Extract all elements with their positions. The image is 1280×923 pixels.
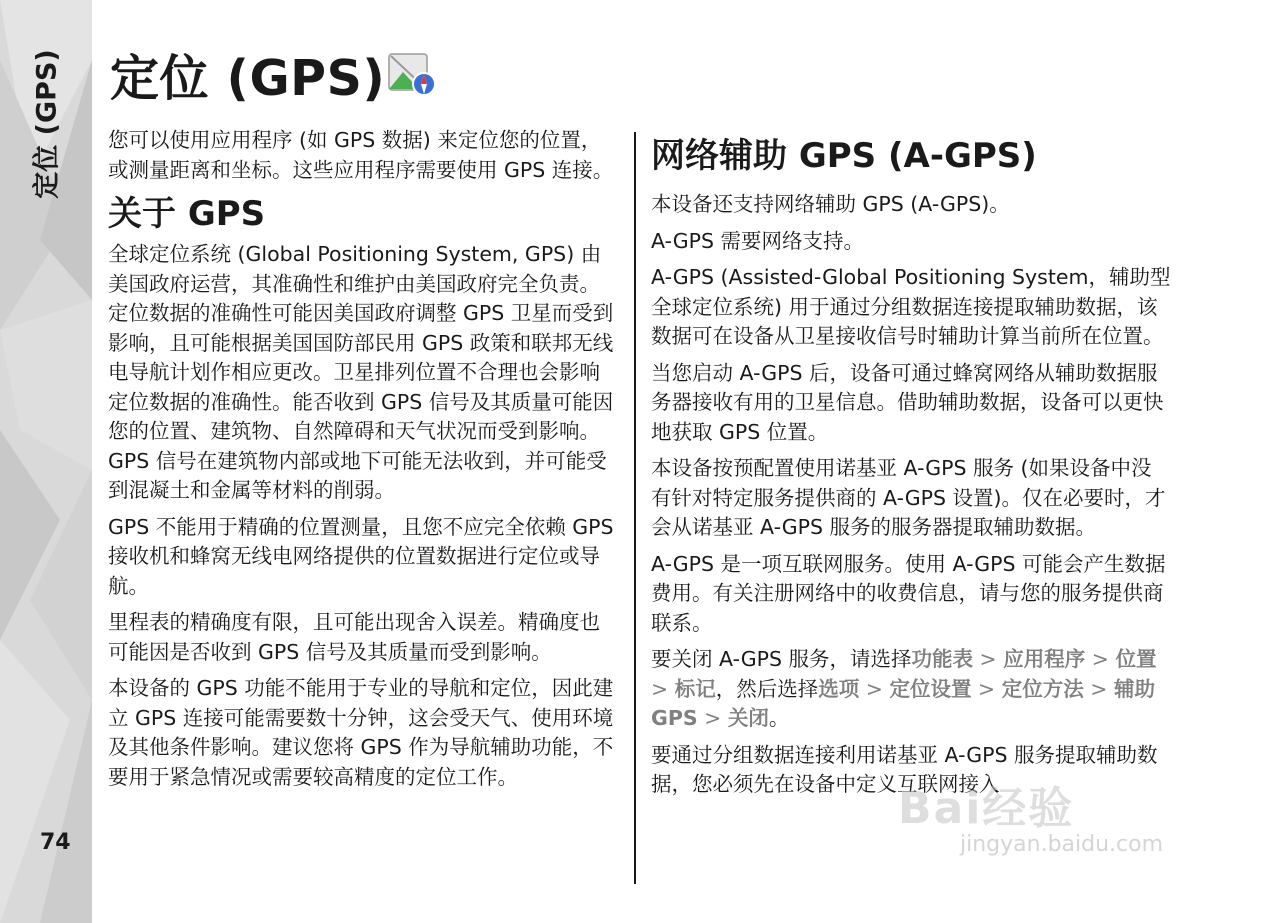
agps-start-paragraph: 当您启动 A-GPS 后，设备可通过蜂窝网络从辅助数据服务器接收有用的卫星信息。借助辅助数据，设备可以更快地获取 GPS 位置。 <box>651 360 1164 444</box>
gps-compass-icon <box>387 50 437 98</box>
menu-path-landmarks: 标记 <box>674 676 716 701</box>
menu-path-menu: 功能表 <box>911 647 974 671</box>
agps-preconfig-paragraph: 本设备按预配置使用诺基亚 A-GPS 服务 (如果设备中没有针对特定服务提供商的 A-GPS 设置)。仅在必要时，才会从诺基亚 A-GPS 服务的服务器提取辅助数据。 <box>651 456 1166 539</box>
menu-separator: > <box>651 676 669 701</box>
menu-path-disable: 关闭 <box>727 706 769 730</box>
menu-path-applications: 应用程序 <box>1003 647 1086 671</box>
intro-paragraph: 您可以使用应用程序 (如 GPS 数据) 来定位您的位置，或测量距离和坐标。这些应用程序需要使用 GPS 连接。 <box>108 128 614 182</box>
section-sidebar <box>0 0 92 923</box>
right-column <box>651 130 1171 807</box>
menu-path-positioning-methods: 定位方法 <box>1001 676 1084 701</box>
odometer-note: 里程表的精确度有限，且可能出现舍入误差。精确度也可能因是否收到 GPS 信号及其质量而受到影响。 <box>108 610 600 664</box>
agps-heading: 网络辅助 GPS (A-GPS) <box>651 136 1037 176</box>
menu-separator: > <box>978 676 996 701</box>
menu-separator: > <box>1090 676 1108 701</box>
agps-definition-paragraph: A-GPS (Assisted-Global Positioning System，辅助型全球定位系统) 用于通过分组数据连接提取辅助数据，该数据可在设备从卫星接收信号时辅助计算当前所在位置。 <box>651 265 1171 348</box>
instruction-text: ，然后选择 <box>715 676 819 701</box>
agps-cost-paragraph: A-GPS 是一项互联网服务。使用 A-GPS 可能会产生数据费用。有关注册网络中的收费信息，请与您的服务提供商联系。 <box>651 551 1166 635</box>
menu-path-positioning-settings: 定位设置 <box>889 676 972 701</box>
left-column <box>108 126 620 799</box>
agps-support-paragraph: 本设备还支持网络辅助 GPS (A-GPS)。 <box>651 192 1010 216</box>
menu-separator: > <box>704 706 722 730</box>
instruction-text: 要关闭 A-GPS 服务，请选择 <box>651 647 912 671</box>
agps-disable-instructions <box>651 645 1171 734</box>
menu-separator: > <box>979 647 997 671</box>
section-label: 定位 (GPS) <box>31 49 63 199</box>
about-gps-heading: 关于 GPS <box>108 194 266 234</box>
gps-accuracy-warning: GPS 不能用于精确的位置测量，且您不应完全依赖 GPS 接收机和蜂窝无线电网络提供的位置数据进行定位或导航。 <box>108 514 614 598</box>
menu-path-assisted-gps: 辅助 GPS <box>651 676 1155 730</box>
page-number: 74 <box>40 830 71 855</box>
watermark-url: jingyan.baidu.com <box>960 832 1164 857</box>
menu-separator: > <box>865 676 883 701</box>
gps-usage-note: 本设备的 GPS 功能不能用于专业的导航和定位，因此建立 GPS 连接可能需要数十分钟，这会受天气、使用环境及其他条件影响。建议您将 GPS 作为导航辅助功能，不要用于紧急情况或需要较高精度的定位工作。 <box>108 676 614 789</box>
agps-access-point-paragraph: 要通过分组数据连接利用诺基亚 A-GPS 服务提取辅助数据，您必须先在设备中定义互联网接入 <box>651 742 1158 796</box>
instruction-text: 。 <box>768 706 790 730</box>
baidu-jingyan-watermark: Bai经验 <box>898 783 1075 834</box>
menu-separator: > <box>1091 647 1109 671</box>
menu-path-location: 位置 <box>1115 647 1157 671</box>
agps-network-paragraph: A-GPS 需要网络支持。 <box>651 228 864 253</box>
gps-description-paragraph: 全球定位系统 (Global Positioning System, GPS) 由美国政府运营，其准确性和维护由美国政府完全负责。定位数据的准确性可能因美国政府调整 GPS 卫星而受到影响，且可能根据美国国防部民用 GPS 政策和联邦无线电导航计划作相应更改。卫星排列位置不合理也会影响定位数据的准确性。能否收到 GPS 信号及其质量可能因您的位置、建筑物、自然障碍和天气状况而受到影响。GPS 信号在建筑物内部或地下可能无法收到，并可能受到混凝土和金属等材料的削弱。 <box>108 242 614 502</box>
page-title: 定位 (GPS) <box>110 50 386 107</box>
column-divider <box>634 132 636 884</box>
menu-path-options: 选项 <box>818 676 860 701</box>
